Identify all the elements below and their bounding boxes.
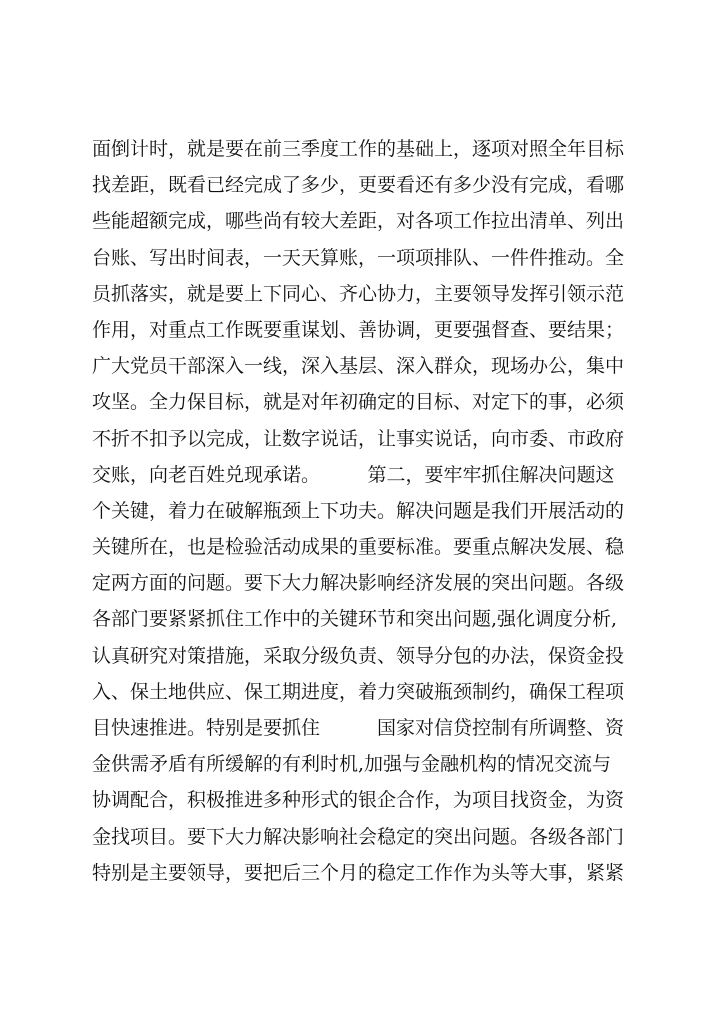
text-line: 面倒计时，就是要在前三季度工作的基础上，逐项对照全年目标	[92, 138, 625, 160]
text-line: 金找项目。要下大力解决影响社会稳定的突出问题。各级各部门	[92, 825, 625, 848]
text-line: 各部门要紧紧抓住工作中的关键环节和突出问题,强化调度分析,	[92, 608, 618, 631]
text-line: 定两方面的问题。要下大力解决影响经济发展的突出问题。各级	[92, 572, 625, 595]
text-line: 不折不扣予以完成，让数字说话，让事实说话，向市委、市政府	[92, 427, 625, 450]
text-line: 目快速推进。特别是要抓住 国家对信贷控制有所调整、资	[92, 717, 625, 739]
text-line: 员抓落实，就是要上下同心、齐心协力，主要领导发挥引领示范	[92, 282, 625, 305]
text-line: 协调配合，积极推进多种形式的银企合作，为项目找资金，为资	[92, 789, 625, 812]
text-line: 关键所在，也是检验活动成果的重要标准。要重点解决发展、稳	[92, 536, 625, 559]
text-line: 些能超额完成，哪些尚有较大差距，对各项工作拉出清单、列出	[92, 210, 625, 233]
text-line: 攻坚。全力保目标，就是对年初确定的目标、对定下的事，必须	[92, 391, 625, 414]
text-line: 认真研究对策措施，采取分级负责、领导分包的办法，保资金投	[92, 644, 625, 667]
text-line: 交账，向老百姓兑现承诺。 第二，要牢牢抓住解决问题这	[92, 463, 615, 486]
text-line: 金供需矛盾有所缓解的有利时机,加强与金融机构的情况交流与	[92, 753, 612, 776]
text-line: 广大党员干部深入一线，深入基层、深入群众，现场办公，集中	[92, 355, 625, 378]
text-line: 作用，对重点工作既要重谋划、善协调，更要强督查、要结果；	[92, 318, 625, 341]
body-text	[92, 131, 637, 891]
text-line: 入、保土地供应、保工期进度，着力突破瓶颈制约，确保工程项	[92, 680, 625, 703]
text-line: 找差距，既看已经完成了多少，更要看还有多少没有完成，看哪	[92, 174, 625, 197]
text-line: 个关键，着力在破解瓶颈上下功夫。解决问题是我们开展活动的	[92, 499, 625, 522]
text-line: 特别是主要领导，要把后三个月的稳定工作作为头等大事，紧紧	[92, 861, 625, 884]
text-line: 台账、写出时间表，一天天算账，一项项排队、一件件推动。全	[92, 246, 625, 269]
